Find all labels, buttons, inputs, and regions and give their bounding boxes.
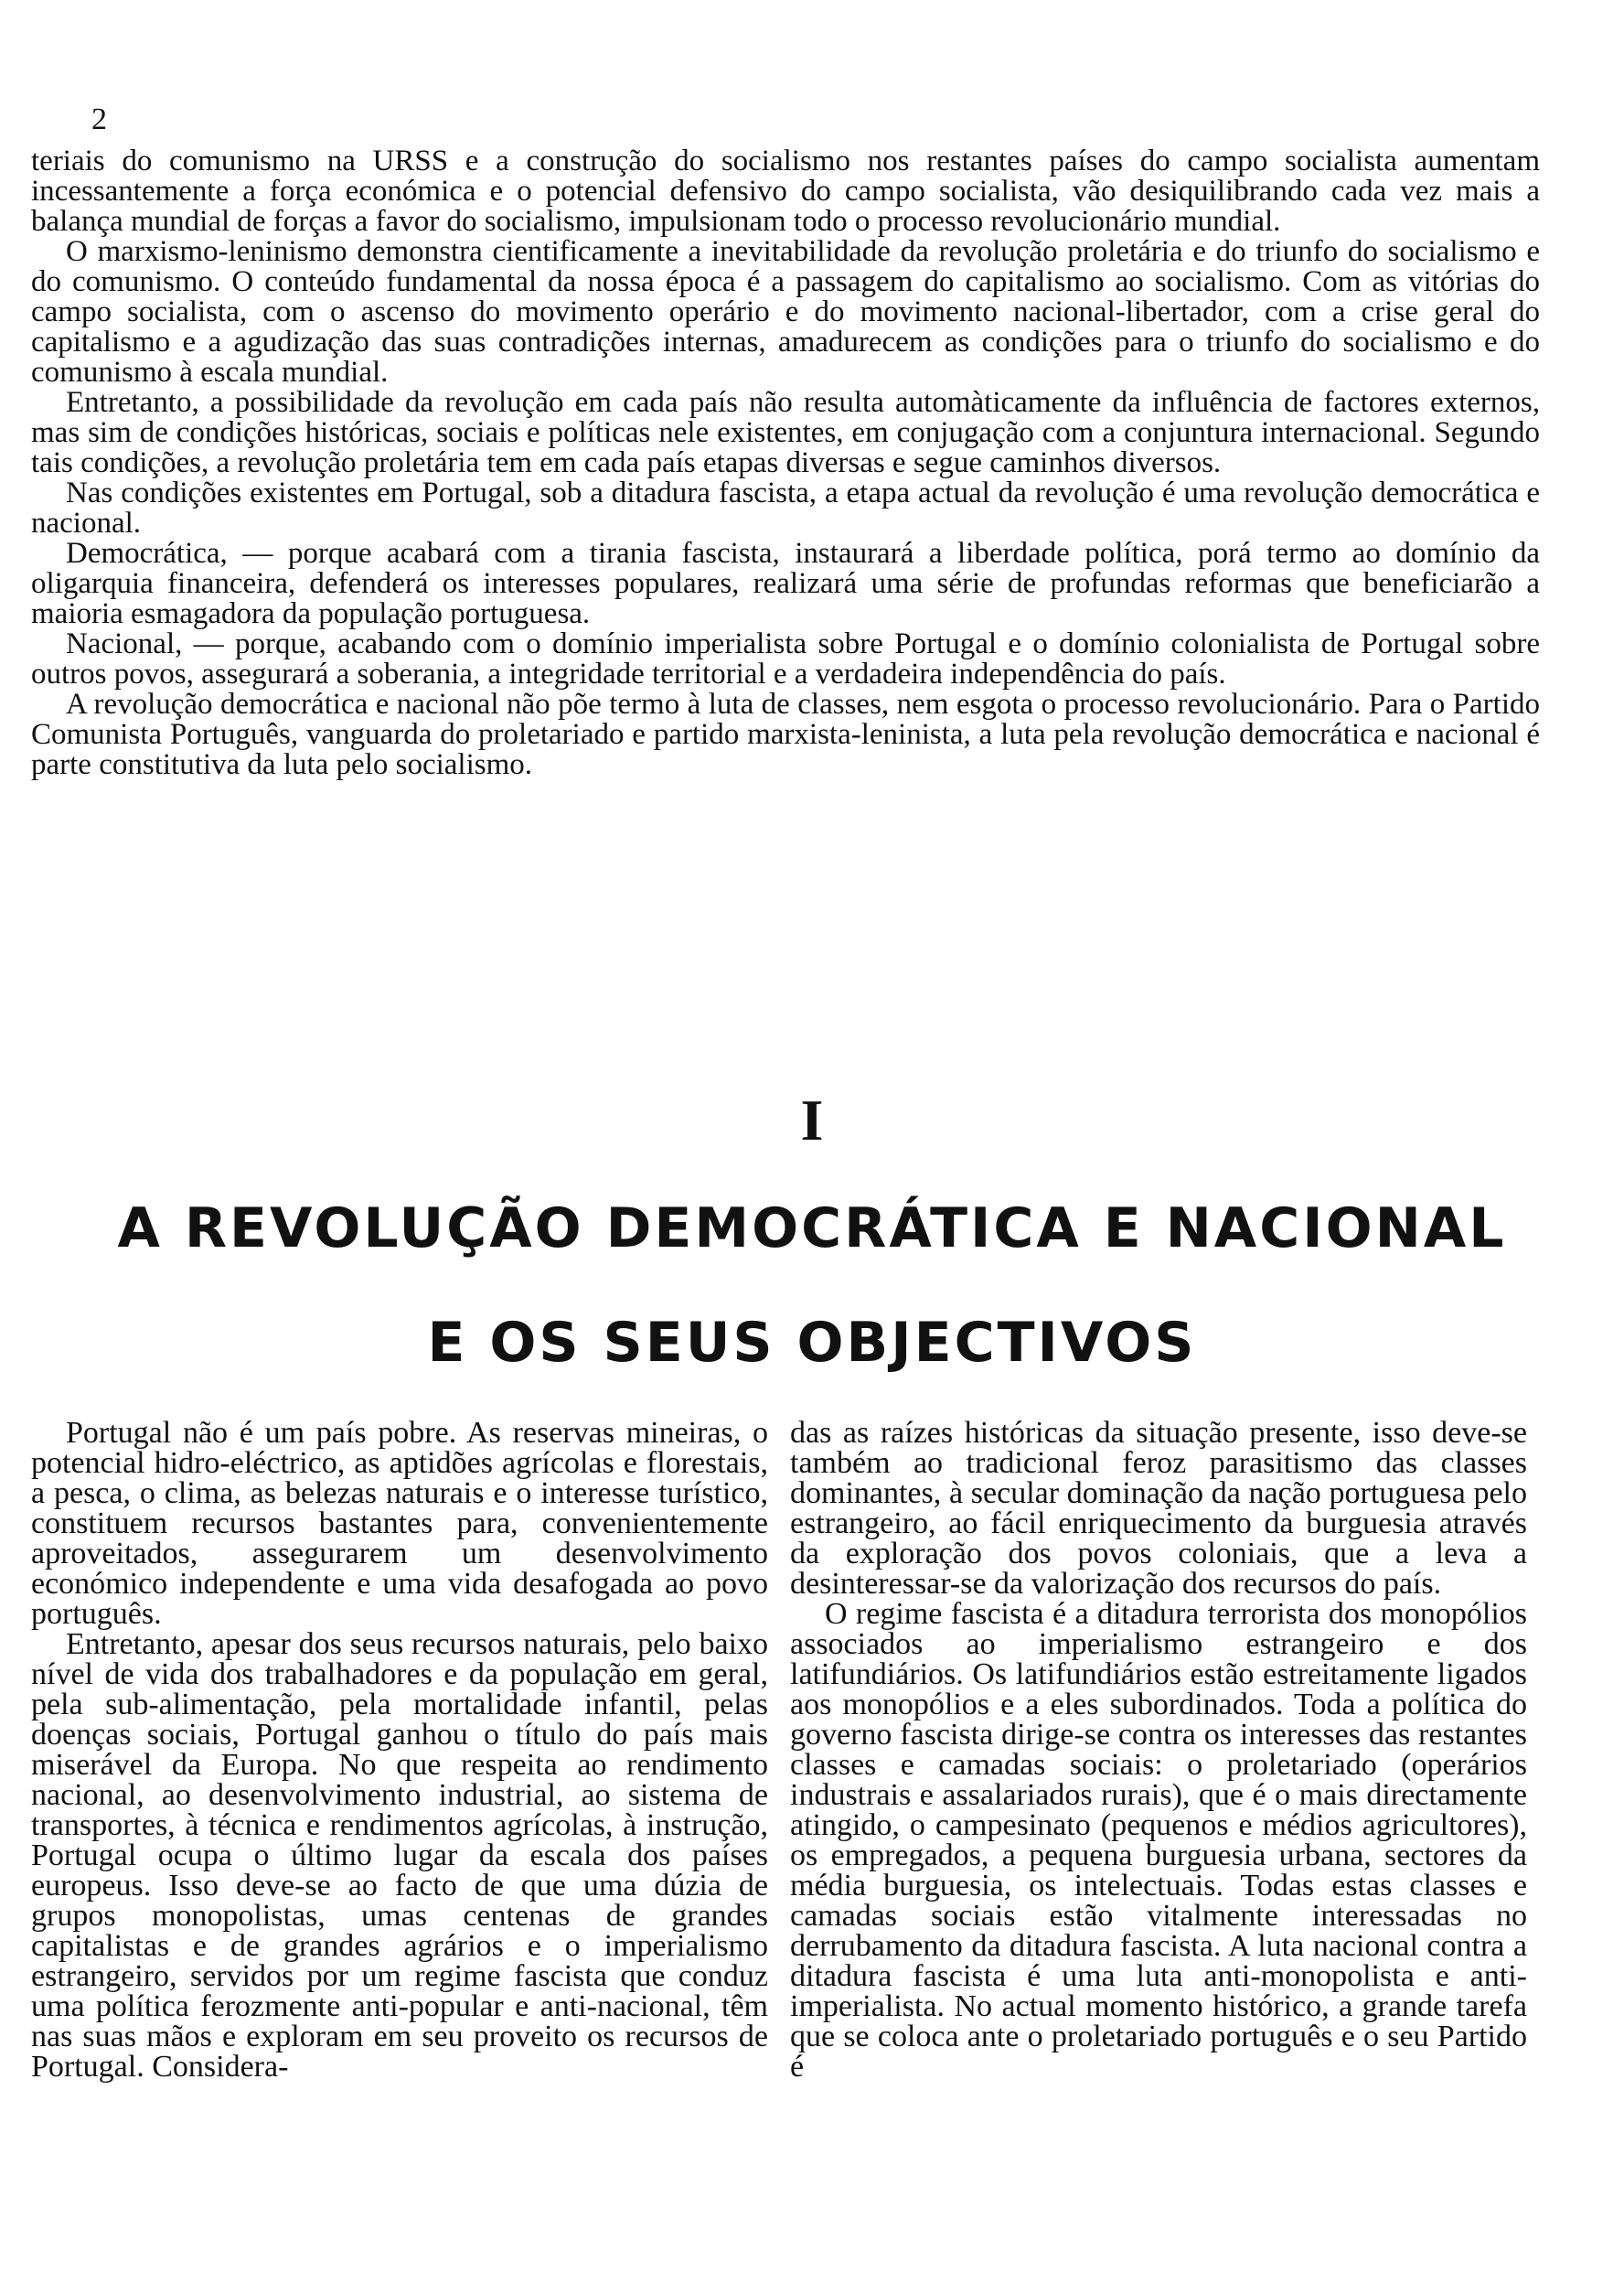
intro-paragraph: O marxismo-leninismo demonstra cientificamente a inevitabilidade da revolução proletária e do triunfo do socialismo e do comunismo. O conteúdo fundamental da nossa época é a passagem do capitalismo ao socialismo. Com as vitórias do campo socialista, com o ascenso do movimento operário e do movimento nacional-libertador, com a crise geral do capitalismo e a agudização das suas contradições internas, amadurecem as condições para o triunfo do socialismo e do comunismo à escala mundial. (31, 235, 1540, 389)
intro-paragraph: Democrática, — porque acabará com a tirania fascista, instaurará a liberdade política, porá termo ao domínio da oligarquia financeira, defenderá os interesses populares, realizará uma série de profundas reformas que beneficiarão a maioria esmagadora da população portuguesa. (31, 537, 1540, 630)
intro-paragraph: Entretanto, a possibilidade da revolução em cada país não resulta automàticamente da influência de factores externos, mas sim de condições históricas, sociais e políticas nele existentes, em conjugação com a conjuntura internacional. Segundo tais condições, a revolução proletária tem em cada país etapas diversas e segue caminhos diversos. (31, 386, 1540, 479)
intro-text-block (31, 146, 1540, 780)
column-paragraph: das as raízes históricas da situação presente, isso deve-se também ao tradicional feroz parasitismo das classes dominantes, à secular dominação da nação portuguesa pelo estrangeiro, ao fácil enriquecimento da burguesia através da exploração dos povos coloniais, que a leva a desinteressar-se da valorização dos recursos do país. (790, 1416, 1527, 1601)
intro-paragraph: A revolução democrática e nacional não põe termo à luta de classes, nem esgota o processo revolucionário. Para o Partido Comunista Português, vanguarda do proletariado e partido marxista-leninista, a luta pela revolução democrática e nacional é parte constitutiva da luta pelo socialismo. (31, 688, 1540, 781)
left-column (31, 1418, 768, 2082)
chapter-title-line-1: A REVOLUÇÃO DEMOCRÁTICA E NACIONAL (117, 1196, 1507, 1260)
intro-paragraph: teriais do comunismo na URSS e a construção do socialismo nos restantes países do campo socialista aumentam incessantemente a força económica e o potencial defensivo do campo socialista, vão desiquilibrando cada vez mais a balança mundial de forças a favor do socialismo, impulsionam todo o processo revolucionário mundial. (31, 145, 1540, 238)
column-paragraph: O regime fascista é a ditadura terrorista dos monopólios associados ao imperialismo estrangeiro e dos latifundiários. Os latifundiários estão estreitamente ligados aos monopólios e a eles subordinados. Toda a política do governo fascista dirige-se contra os interesses das restantes classes e camadas sociais: o proletariado (operários industrais e assalariados rurais), que é o mais directamente atingido, o campesinato (pequenos e médios agricultores), os empregados, a pequena burguesia urbana, sectores da média burguesia, os intelectuais. Todas estas classes e camadas sociais estão vitalmente interessadas no derrubamento da ditadura fascista. A luta nacional contra a ditadura fascista é uma luta anti-monopolista e anti-imperialista. No actual momento histórico, a grande tarefa que se coloca ante o proletariado português e o seu Partido é (790, 1597, 1527, 2084)
intro-paragraph: Nacional, — porque, acabando com o domínio imperialista sobre Portugal e o domínio colonialista de Portugal sobre outros povos, assegurará a soberania, a integridade territorial e a verdadeira independência do país. (31, 627, 1540, 691)
chapter-number: I (800, 1088, 824, 1152)
right-column (790, 1418, 1527, 2082)
page-number: 2 (91, 102, 107, 136)
intro-paragraph: Nas condições existentes em Portugal, sob a ditadura fascista, a etapa actual da revolução é uma revolução democrática e nacional. (31, 477, 1540, 540)
column-paragraph: Entretanto, apesar dos seus recursos naturais, pelo baixo nível de vida dos trabalhadores e da população em geral, pela sub-alimentação, pela mortalidade infantil, pelas doenças sociais, Portugal ganhou o título do país mais miserável da Europa. No que respeita ao rendimento nacional, ao desenvolvimento industrial, ao sistema de transportes, à técnica e rendimentos agrícolas, à instrução, Portugal ocupa o último lugar da escala dos países europeus. Isso deve-se ao facto de que uma dúzia de grupos monopolistas, umas centenas de grandes capitalistas e de grandes agrários e o imperialismo estrangeiro, servidos por um regime fascista que conduz uma política ferozmente anti-popular e anti-nacional, têm nas suas mãos e exploram em seu proveito os recursos de Portugal. Considera- (31, 1627, 768, 2084)
column-paragraph: Portugal não é um país pobre. As reservas mineiras, o potencial hidro-eléctrico, as aptidões agrícolas e florestais, a pesca, o clima, as belezas naturais e o interesse turístico, constituem recursos bastantes para, convenientemente aproveitados, assegurarem um desenvolvimento económico independente e uma vida desafogada ao povo português. (31, 1416, 768, 1631)
chapter-title-line-2: E OS SEUS OBJECTIVOS (427, 1311, 1197, 1375)
